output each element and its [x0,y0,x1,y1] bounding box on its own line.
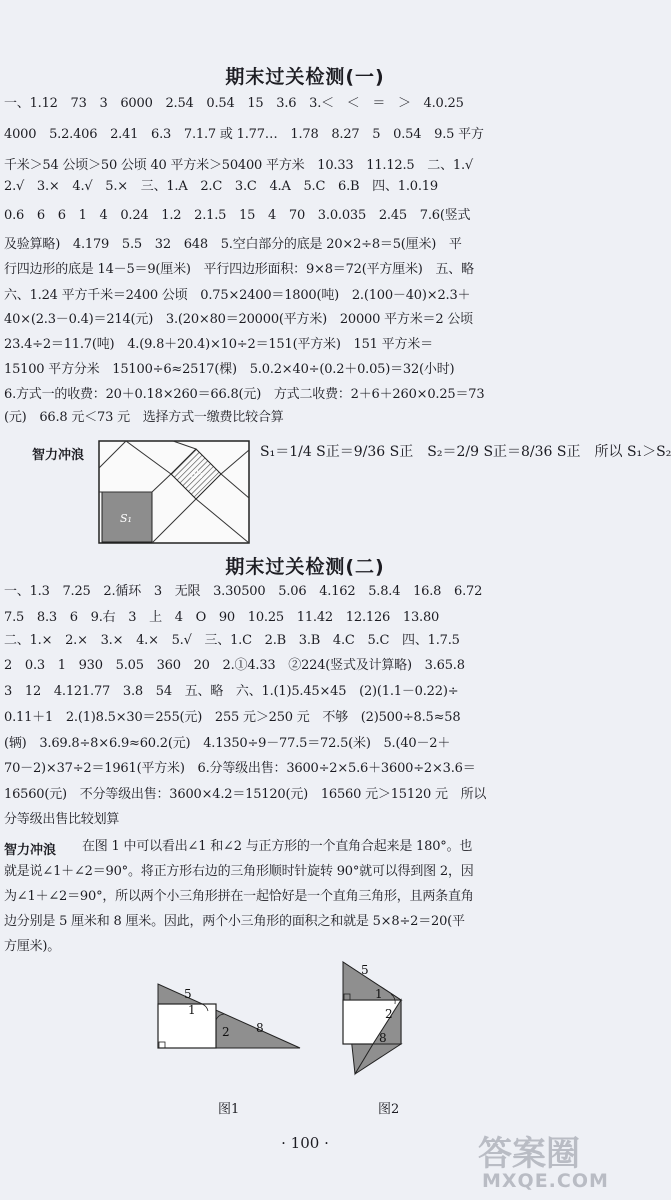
fig1-label-8: 8 [256,1021,264,1035]
answer-line: 70－2)×37÷2＝1961(平方米) 6.分等级出售：3600÷2×5.6＋3600÷2×3.6＝ [4,761,476,776]
answer-line: 23.4÷2＝11.7(吨) 4.(9.8＋20.4)×10÷2＝151(平方米) 151 平方米＝ [4,337,433,352]
explanation-line: 就是说∠1＋∠2＝90°。将正方形右边的三角形顺时针旋转 90°就可以得到图 2，因 [4,864,474,879]
answer-line: 一、1.12 73 3 6000 2.54 0.54 15 3.6 3.＜ ＜ ＝ ＞ 4.0.25 [4,96,464,111]
figure-1 [150,978,310,1058]
answer-line: 2.√ 3.× 4.√ 5.× 三、1.A 2.C 3.C 4.A 5.C 6.B 四、1.0.19 [4,179,438,194]
watermark-logo: 答案圈 [478,1134,580,1174]
explanation-line: 为∠1＋∠2＝90°，所以两个小三角形拼在一起恰好是一个直角三角形，且两条直角 [4,889,474,904]
answer-line: 6.方式一的收费：20＋0.18×260＝66.8(元) 方式二收费：2＋6＋260×0.25＝73 [4,387,485,402]
fig1-label-1: 1 [188,1003,196,1017]
answer-line: 分等级出售比较划算 [4,812,120,827]
s1-label: S₁ [120,512,132,525]
answer-line: 40×(2.3－0.4)＝214(元) 3.(20×80＝20000(平方米) 20000 平方米＝2 公顷 [4,312,473,327]
answer-line: 行四边形的底是 14－5＝9(厘米) 平行四边形面积：9×8＝72(平方厘米) 五、略 [4,262,474,277]
fig1-label-2: 2 [222,1025,230,1039]
answer-line: 16560(元) 不分等级出售：3600×4.2＝15120(元) 16560 元＞15120 元 所以 [4,787,487,802]
fig2-label-8: 8 [379,1031,387,1045]
figure-2 [335,958,415,1078]
answer-line: 7.5 8.3 6 9.右 3 上 4 O 90 10.25 11.42 12.126 13.80 [4,610,440,625]
page-number: · 100 · [281,1134,329,1152]
zhili-label: 智力冲浪 [32,448,85,463]
answer-line: 二、1.× 2.× 3.× 4.× 5.√ 三、1.C 2.B 3.B 4.C 5.C 四、1.7.5 [4,633,460,648]
area-formula: S₁＝1/4 S正＝9/36 S正 S₂＝2/9 S正＝8/36 S正 所以 S₁＞S₂ [260,444,671,460]
explanation-line: 在图 1 中可以看出∠1 和∠2 与正方形的一个直角合起来是 180°。也 [82,839,473,854]
answer-line: (元) 66.8 元＜73 元 选择方式一缴费比较合算 [4,410,284,425]
answer-line: 0.11＋1 2.(1)8.5×30＝255(元) 255 元＞250 元 不够 (2)500÷8.5≈58 [4,710,461,725]
answer-line: 0.6 6 6 1 4 0.24 1.2 2.1.5 15 4 70 3.0.035 2.45 7.6(竖式 [4,208,471,223]
answer-line: 3 12 4.121.77 3.8 54 五、略 六、1.(1)5.45×45 (2)(1.1－0.22)÷ [4,684,459,699]
watermark-url: MXQE.COM [482,1170,609,1192]
answer-line: 六、1.24 平方千米＝2400 公顷 0.75×2400＝1800(吨) 2.(100－40)×2.3＋ [4,288,471,303]
answer-line: 千米＞54 公顷＞50 公顷 40 平方米＞50400 平方米 10.33 11.12.5 二、1.√ [4,158,473,173]
answer-line: 2 0.3 1 930 5.05 360 20 2.①4.33 ②224(竖式及计算略) 3.65.8 [4,658,465,673]
explanation-line: 方厘米)。 [4,939,61,954]
answer-line: 及验算略) 4.179 5.5 32 648 5.空白部分的底是 20×2÷8＝5(厘米) 平 [4,237,462,252]
fig1-label-5: 5 [184,987,192,1001]
s2-label: S₂ [191,468,203,481]
answer-line: 15100 平方分米 15100÷6≈2517(棵) 5.0.2×40÷(0.2＋0.05)＝32(小时) [4,362,455,377]
fig2-label-2: 2 [385,1007,393,1021]
fig1-caption: 图1 [218,1102,240,1117]
fig2-label-1: 1 [375,987,383,1001]
zhili-label-2: 智力冲浪 [4,843,57,858]
fig2-caption: 图2 [378,1102,400,1117]
answer-line: (辆) 3.69.8÷8×6.9≈60.2(元) 4.1350÷9－77.5＝72.5(米) 5.(40－2＋ [4,736,451,751]
section2-title: 期末过关检测(二) [225,556,385,578]
section1-title: 期末过关检测(一) [225,66,385,88]
fig2-label-5: 5 [361,963,369,977]
explanation-line: 边分别是 5 厘米和 8 厘米。因此，两个小三角形的面积之和就是 5×8÷2＝20(平 [4,914,465,929]
square-figure [98,440,250,544]
answer-line: 一、1.3 7.25 2.循环 3 无限 3.30500 5.06 4.162 5.8.4 16.8 6.72 [4,584,483,599]
answer-line: 4000 5.2.406 2.41 6.3 7.1.7 或 1.77… 1.78 8.27 5 0.54 9.5 平方 [4,127,484,142]
